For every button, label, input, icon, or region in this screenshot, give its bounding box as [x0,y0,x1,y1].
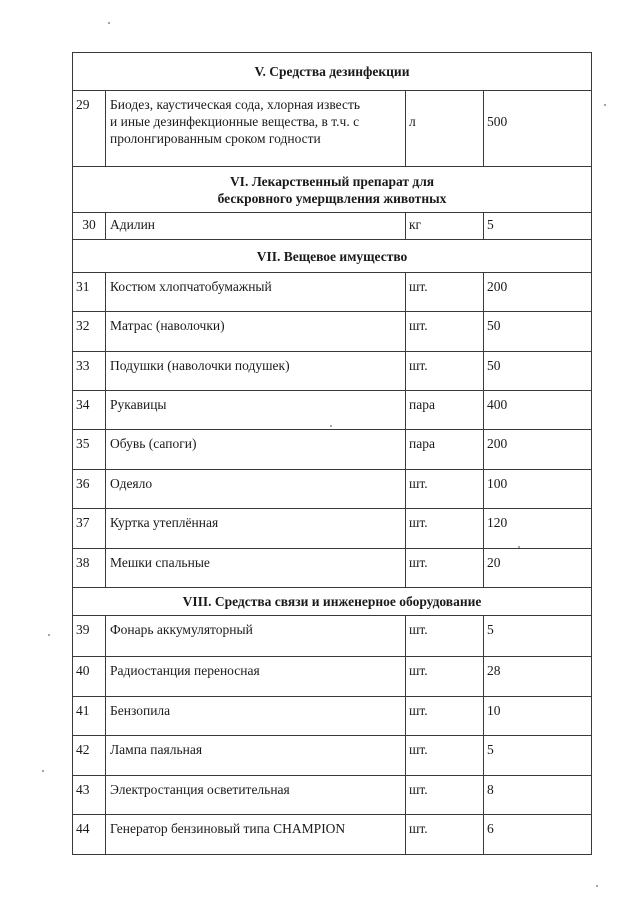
row-number: 35 [73,430,106,470]
table-row [73,736,592,776]
item-quantity: 8 [484,776,592,815]
item-name-line: пролонгированным сроком годности [110,131,321,146]
section-header-row [73,167,592,213]
item-unit: шт. [406,736,484,776]
section-heading-line: бескровного умерщвления животных [217,190,447,206]
scan-speck [42,770,44,772]
table-row [73,352,592,391]
item-name: Рукавицы [106,391,406,430]
item-unit: шт. [406,312,484,352]
item-name: Матрас (наволочки) [106,312,406,352]
item-quantity: 28 [484,657,592,697]
scan-speck [596,885,598,887]
section-heading: V. Средства дезинфекции [73,53,592,91]
row-number: 37 [73,509,106,549]
table-row [73,657,592,697]
item-name: Бензопила [106,697,406,736]
scan-speck [330,425,332,427]
item-name: Мешки спальные [106,549,406,588]
row-number: 40 [73,657,106,697]
row-number: 38 [73,549,106,588]
item-name: Адилин [106,213,406,240]
scan-speck [48,634,50,636]
table-row [73,697,592,736]
table-row [73,273,592,312]
supplies-table [72,52,592,855]
item-name: Лампа паяльная [106,736,406,776]
section-heading: VII. Вещевое имущество [73,240,592,273]
row-number: 41 [73,697,106,736]
row-number: 42 [73,736,106,776]
table-row [73,470,592,509]
section-heading: VIII. Средства связи и инженерное оборудование [73,588,592,616]
row-number: 36 [73,470,106,509]
table-row [73,213,592,240]
item-unit: шт. [406,273,484,312]
table-row [73,776,592,815]
item-unit: кг [406,213,484,240]
section-heading-line: VI. Лекарственный препарат для [229,173,435,189]
scan-speck [604,104,606,106]
table-row [73,509,592,549]
item-quantity: 200 [484,273,592,312]
item-quantity: 100 [484,470,592,509]
item-name: Электростанция осветительная [106,776,406,815]
item-name: Обувь (сапоги) [106,430,406,470]
item-name: Куртка утеплённая [106,509,406,549]
item-unit: шт. [406,697,484,736]
table-row [73,91,592,167]
item-quantity: 50 [484,352,592,391]
item-name-line: и иные дезинфекционные вещества, в т.ч. с [110,114,360,129]
item-quantity: 120 [484,509,592,549]
row-number: 33 [73,352,106,391]
item-unit: шт. [406,509,484,549]
item-unit: пара [406,391,484,430]
section-header-row [73,588,592,616]
item-quantity: 6 [484,815,592,855]
row-number: 29 [73,91,106,167]
item-name: Фонарь аккумуляторный [106,616,406,657]
item-quantity: 500 [484,91,592,167]
item-name: Подушки (наволочки подушек) [106,352,406,391]
item-unit: шт. [406,776,484,815]
row-number: 43 [73,776,106,815]
item-unit: шт. [406,815,484,855]
item-unit: шт. [406,352,484,391]
item-name: Одеяло [106,470,406,509]
item-unit: шт. [406,657,484,697]
item-name-line: Биодез, каустическая сода, хлорная известь [110,97,360,112]
item-unit: шт. [406,470,484,509]
item-name: Радиостанция переносная [106,657,406,697]
item-quantity: 20 [484,549,592,588]
item-name [106,91,406,167]
item-quantity: 10 [484,697,592,736]
table-row [73,616,592,657]
item-unit: л [406,91,484,167]
item-unit: шт. [406,549,484,588]
table-row [73,549,592,588]
item-name: Костюм хлопчатобумажный [106,273,406,312]
item-quantity: 5 [484,213,592,240]
row-number: 31 [73,273,106,312]
section-header-row [73,53,592,91]
table-row [73,815,592,855]
row-number: 32 [73,312,106,352]
item-unit: шт. [406,616,484,657]
item-name: Генератор бензиновый типа CHAMPION [106,815,406,855]
scan-speck [108,22,110,24]
scan-speck [518,546,520,548]
item-quantity: 5 [484,736,592,776]
section-heading [73,167,592,213]
item-quantity: 200 [484,430,592,470]
row-number: 30 [73,213,106,240]
row-number: 44 [73,815,106,855]
item-quantity: 5 [484,616,592,657]
row-number: 39 [73,616,106,657]
table-row [73,391,592,430]
item-quantity: 50 [484,312,592,352]
row-number: 34 [73,391,106,430]
table-row [73,430,592,470]
section-header-row [73,240,592,273]
item-unit: пара [406,430,484,470]
table-row [73,312,592,352]
item-quantity: 400 [484,391,592,430]
